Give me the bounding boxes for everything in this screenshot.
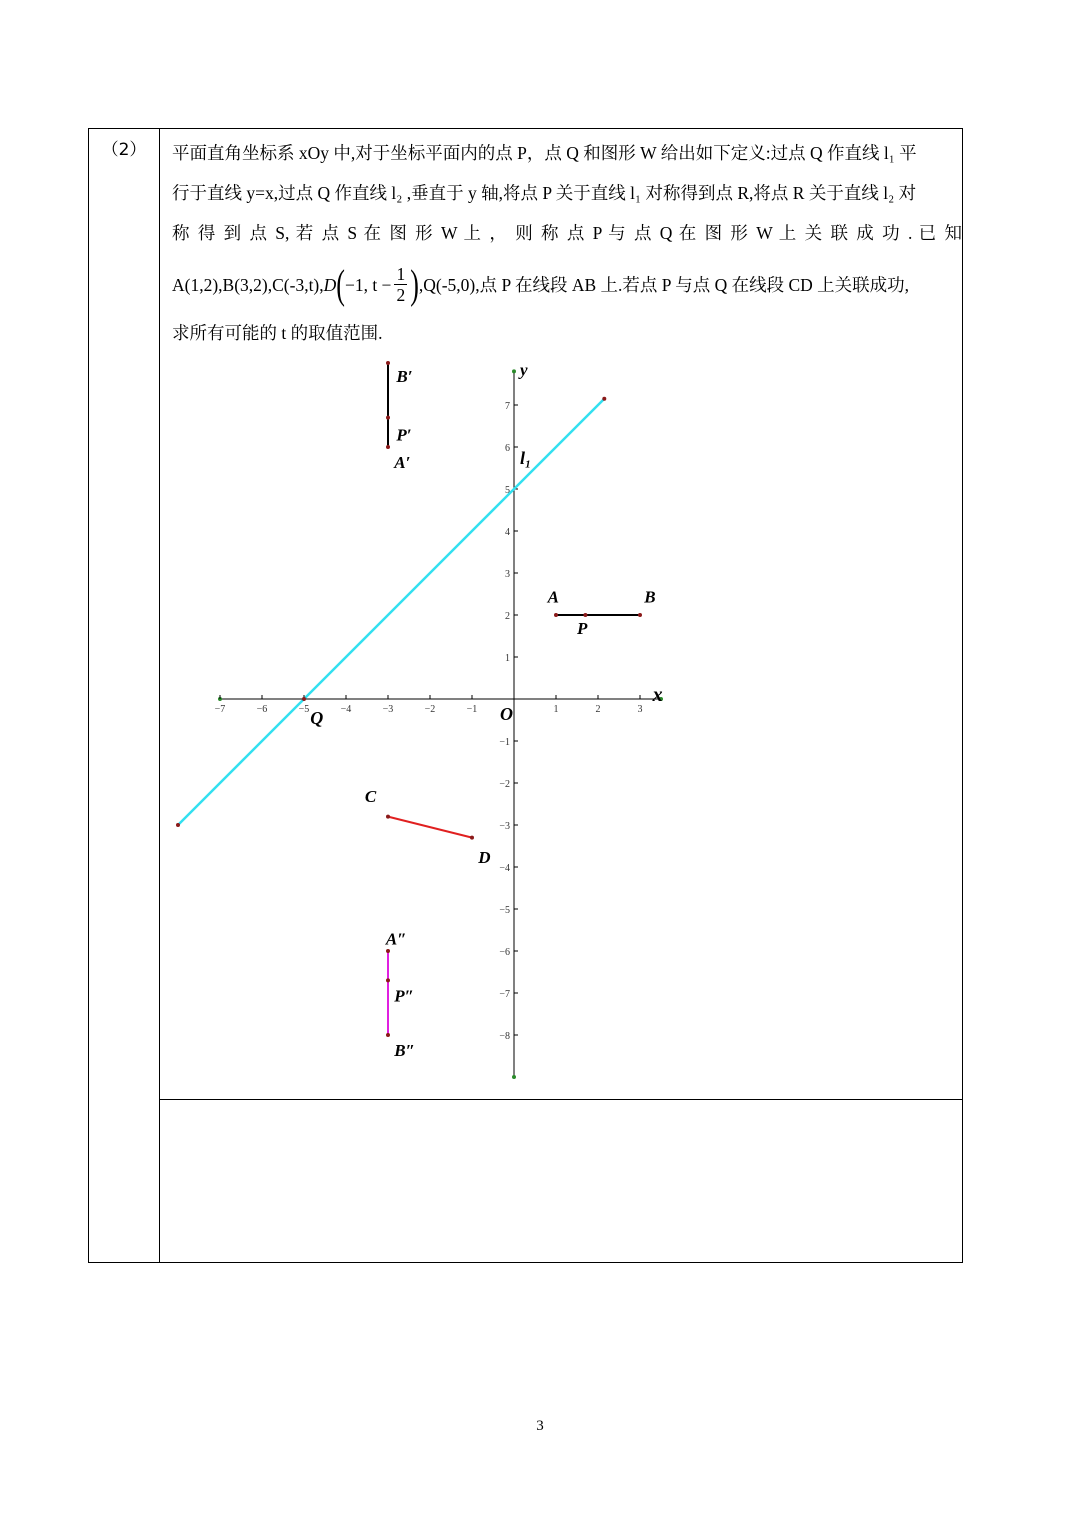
y-tick-label: −7 [499, 989, 510, 1000]
label-a1: A′ [394, 453, 411, 472]
y-axis-end-point [512, 369, 516, 373]
column-divider [159, 129, 160, 1262]
origin-label: O [500, 704, 513, 724]
axes-group [218, 366, 663, 1079]
point-q [302, 697, 306, 701]
point-d-coordinates-inner: −1, t − [344, 274, 392, 295]
point-b1 [386, 361, 390, 365]
y-tick-label: −8 [499, 1031, 510, 1042]
label-p1: P′ [396, 425, 412, 445]
y-tick-label: 6 [505, 443, 510, 454]
fraction-one-half [394, 264, 407, 305]
point-d-label: D [323, 274, 337, 295]
point-p2 [386, 978, 390, 982]
y-tick-label: 3 [505, 569, 510, 580]
fraction-denominator: 2 [396, 285, 406, 306]
line-l1-label: l₁ [520, 447, 532, 468]
label-d: D [478, 847, 491, 867]
y-tick-label: 5 [505, 485, 510, 496]
x-tick-label: −3 [382, 704, 394, 715]
point-d-close-paren: ) [410, 260, 419, 308]
coordinate-figure [168, 360, 688, 1085]
point-b2 [386, 1033, 390, 1037]
problem-line-2: 行于直线 y=x,过点 Q 作直线 l₂ ,垂直于 y 轴,将点 P 关于直线 l₁ 对称得到点 R,将点 R 关于直线 l₂ 对 [172, 183, 917, 203]
y-tick-label: −3 [499, 821, 510, 832]
problem-line-1: 平面直角坐标系 xOy 中,对于坐标平面内的点 P，点 Q 和图形 W 给出如下定义:过点 Q 作直线 l₁ 平 [172, 143, 917, 163]
problem-line-4 [172, 253, 962, 313]
segment-cd [388, 817, 472, 838]
x-tick-label: −4 [340, 704, 352, 715]
y-tick-label: −1 [499, 737, 510, 748]
question-number: （2） [101, 140, 147, 160]
point-b [638, 613, 642, 617]
given-points-text: A(1,2),B(3,2),C(-3,t), [172, 274, 324, 295]
x-axis-label: x [652, 684, 663, 706]
page-number: 3 [536, 1418, 544, 1434]
line-l1 [178, 399, 604, 825]
x-tick-label: −1 [466, 704, 478, 715]
y-axis-label: y [520, 360, 528, 380]
ticks-group [215, 401, 643, 1042]
y-tick-label: −5 [499, 905, 510, 916]
x-tick-label: 3 [637, 704, 643, 715]
x-tick-label: 2 [595, 704, 601, 715]
problem-line-5: 求所有可能的 t 的取值范围. [172, 323, 383, 343]
y-tick-label: −6 [499, 947, 510, 958]
x-tick-label: −5 [298, 704, 310, 715]
point-a1 [386, 445, 390, 449]
problem-condition-text: ,Q(-5,0),点 P 在线段 AB 上.若点 P 与点 Q 在线段 CD 上关联成功, [418, 274, 910, 295]
label-c: C [364, 786, 377, 806]
point-a2 [386, 949, 390, 953]
y-tick-label: 2 [505, 611, 510, 622]
y-tick-label: 7 [505, 401, 510, 412]
point-a [554, 613, 558, 617]
line-l1-start-point [176, 823, 180, 827]
label-a2: A″ [385, 929, 407, 949]
row-divider [159, 1099, 962, 1100]
x-tick-label: 1 [553, 704, 559, 715]
point-p1 [386, 416, 390, 420]
point-p [583, 613, 587, 617]
y-tick-label: −2 [499, 779, 510, 790]
label-b2: B″ [394, 1041, 416, 1060]
label-b1: B′ [396, 366, 413, 386]
label-q: Q [310, 708, 324, 728]
label-b: B [644, 587, 656, 607]
label-p2: P″ [394, 986, 415, 1006]
x-tick-label: −7 [214, 704, 226, 715]
y-tick-label: 1 [505, 653, 510, 664]
x-tick-label: −6 [256, 704, 268, 715]
point-d-coordinates: ( [336, 260, 345, 308]
label-p: P [577, 618, 588, 638]
y-tick-label: 4 [505, 527, 510, 538]
x-tick-label: −2 [424, 704, 436, 715]
label-a: A [547, 587, 559, 607]
problem-text [172, 133, 962, 353]
fraction-numerator: 1 [396, 264, 406, 285]
labels-group [310, 361, 662, 1060]
point-d [470, 836, 474, 840]
problem-line-3: 称 得 到 点 S, 若 点 S 在 图 形 W 上 ， 则 称 点 P 与 点 Q 在 图 形 W 上 关 联 成 功 . 已 知 [172, 223, 962, 243]
y-axis-start-point [512, 1075, 516, 1079]
point-c [386, 815, 390, 819]
line-l1-end-point [602, 397, 606, 401]
y-tick-label: −4 [499, 863, 510, 874]
